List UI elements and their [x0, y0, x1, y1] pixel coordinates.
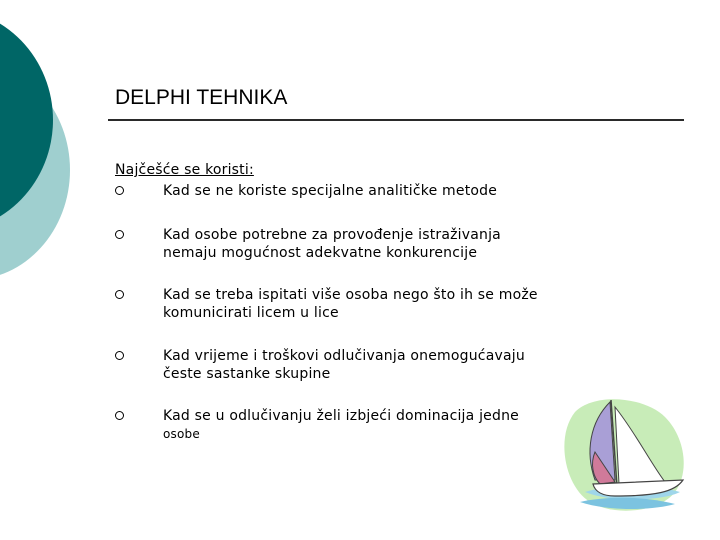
- decorative-circles: [0, 0, 80, 300]
- bullet-line: komunicirati licem u lice: [163, 305, 339, 321]
- bullet-item-3: [163, 286, 583, 322]
- bullet-item-4: [163, 347, 583, 383]
- title-divider: [108, 119, 684, 121]
- bullet-item-1: [163, 182, 583, 200]
- slide-title: DELPHI TEHNIKA: [115, 86, 288, 109]
- bullet-text: Kad se ne koriste specijalne analitičke metode: [163, 183, 498, 199]
- bullet-item-5: [163, 407, 583, 443]
- bullet-item-2: [163, 226, 583, 262]
- bullet-icon: [115, 351, 124, 360]
- bullet-line: Kad osobe potrebne za provođenje istraživanja: [163, 227, 501, 243]
- bullet-line: Kad vrijeme i troškovi odlučivanja onemogućavaju: [163, 348, 525, 364]
- sailboat-icon: [555, 392, 695, 527]
- bullet-icon: [115, 230, 124, 239]
- intro-text: Najčešće se koristi:: [115, 162, 254, 178]
- bullet-line: česte sastanke skupine: [163, 366, 331, 382]
- bullet-line: nemaju mogućnost adekvatne konkurencije: [163, 245, 478, 261]
- bullet-icon: [115, 290, 124, 299]
- bullet-icon: [115, 186, 124, 195]
- bullet-line: Kad se treba ispitati više osoba nego što ih se može: [163, 287, 538, 303]
- bullet-line: osobe: [163, 427, 200, 441]
- bullet-line: Kad se u odlučivanju želi izbjeći dominacija jedne: [163, 408, 519, 424]
- bullet-icon: [115, 411, 124, 420]
